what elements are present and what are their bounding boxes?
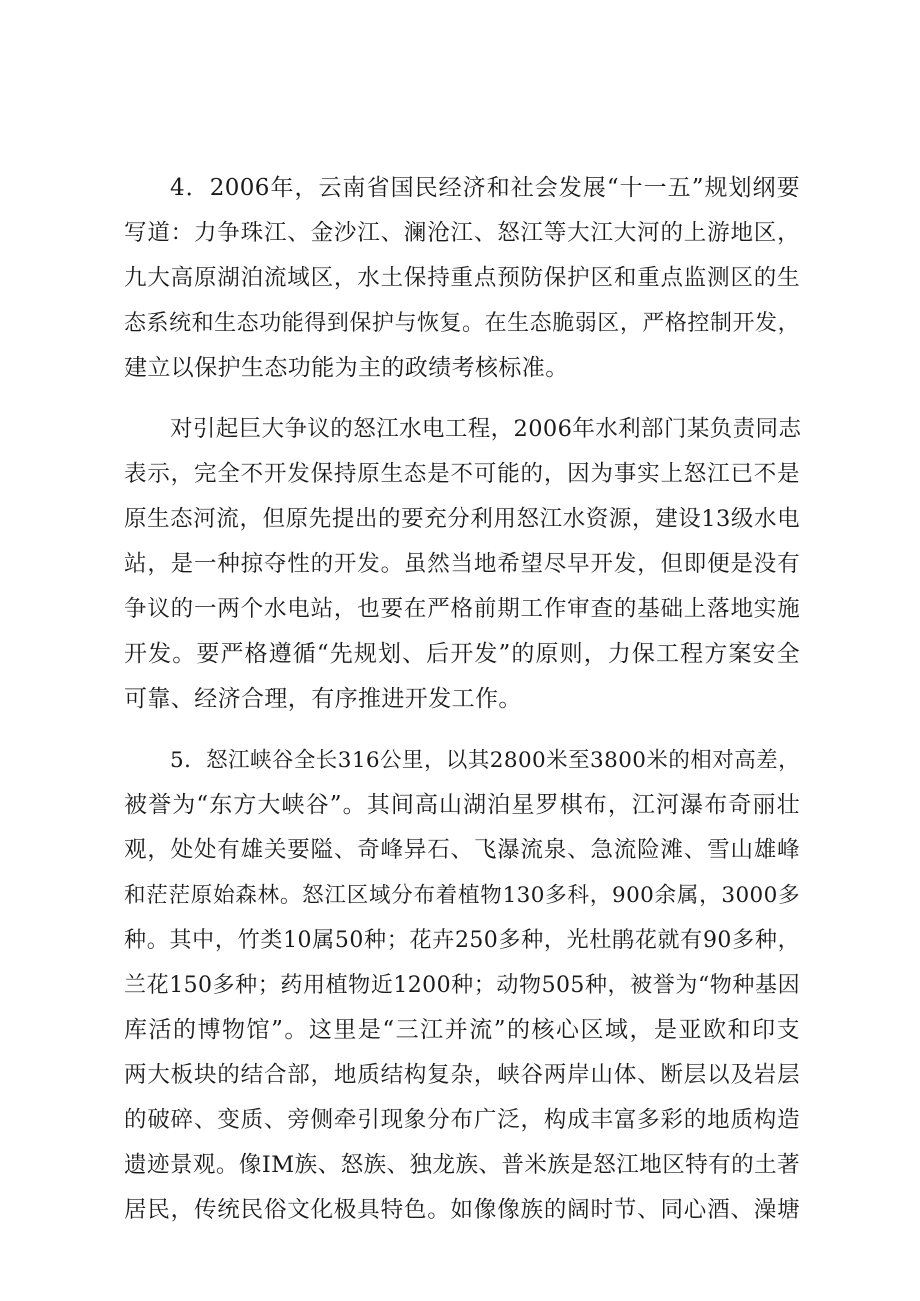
text-line: 可靠、经济合理，有序推进开发工作。 bbox=[124, 686, 522, 712]
text-line: 4．2006年，云南省国民经济和社会发展“十一五”规划纲要 bbox=[170, 175, 800, 201]
text-line: 的破碎、变质、旁侧牵引现象分布广泛，构成丰富多彩的地质构造 bbox=[124, 1107, 800, 1133]
paragraph-canyon bbox=[124, 738, 800, 1233]
text-line: 原生态河流，但原先提出的要充分利用怒江水资源，建设13级水电 bbox=[124, 506, 800, 532]
text-line: 建立以保护生态功能为主的政绩考核标准。 bbox=[124, 355, 569, 381]
text-line: 遗迹景观。像IM族、怒族、独龙族、普米族是怒江地区特有的土著 bbox=[124, 1152, 800, 1178]
text-line: 站，是一种掠夺性的开发。虽然当地希望尽早开发，但即便是没有 bbox=[124, 551, 800, 577]
text-line: 居民，传统民俗文化极具特色。如像像族的阔时节、同心酒、澡塘 bbox=[124, 1197, 800, 1223]
paragraph-spacer bbox=[124, 391, 800, 407]
text-line: 5．怒江峡谷全长316公里，以其2800米至3800米的相对高差， bbox=[170, 748, 800, 773]
text-line: 库活的博物馆”。这里是“三江并流”的核心区域，是亚欧和印支 bbox=[124, 1017, 800, 1043]
text-line: 九大高原湖泊流域区，水土保持重点预防保护区和重点监测区的生 bbox=[124, 265, 800, 291]
text-line: 态系统和生态功能得到保护与恢复。在生态脆弱区，严格控制开发， bbox=[124, 311, 800, 336]
text-line: 表示，完全不开发保持原生态是不可能的，因为事实上怒江已不是 bbox=[124, 461, 800, 487]
text-line: 被誉为“东方大峡谷”。其间高山湖泊星罗棋布，江河瀑布奇丽壮 bbox=[124, 792, 800, 818]
text-line: 两大板块的结合部，地质结构复杂，峡谷两岸山体、断层以及岩层 bbox=[124, 1062, 800, 1088]
text-line: 写道：力争珠江、金沙江、澜沧江、怒江等大江大河的上游地区， bbox=[124, 220, 800, 246]
text-line: 争议的一两个水电站，也要在严格前期工作审查的基础上落地实施 bbox=[124, 596, 800, 622]
text-line: 兰花150多种；药用植物近1200种；动物505种，被誉为“物种基因 bbox=[124, 973, 800, 998]
document-body bbox=[124, 166, 800, 1233]
text-line: 种。其中，竹类10属50种；花卉250多种，光杜鹃花就有90多种， bbox=[124, 928, 800, 953]
text-line: 开发。要严格遵循“先规划、后开发”的原则，力保工程方案安全 bbox=[124, 641, 800, 667]
text-line: 观，处处有雄关要隘、奇峰异石、飞瀑流泉、急流险滩、雪山雄峰 bbox=[124, 837, 800, 863]
paragraph-hydropower bbox=[124, 407, 800, 722]
paragraph-planning bbox=[124, 166, 800, 391]
paragraph-spacer bbox=[124, 722, 800, 738]
text-line: 对引起巨大争议的怒江水电工程，2006年水利部门某负责同志 bbox=[170, 416, 802, 442]
text-line: 和茫茫原始森林。怒江区域分布着植物130多科，900余属，3000多 bbox=[124, 883, 800, 908]
